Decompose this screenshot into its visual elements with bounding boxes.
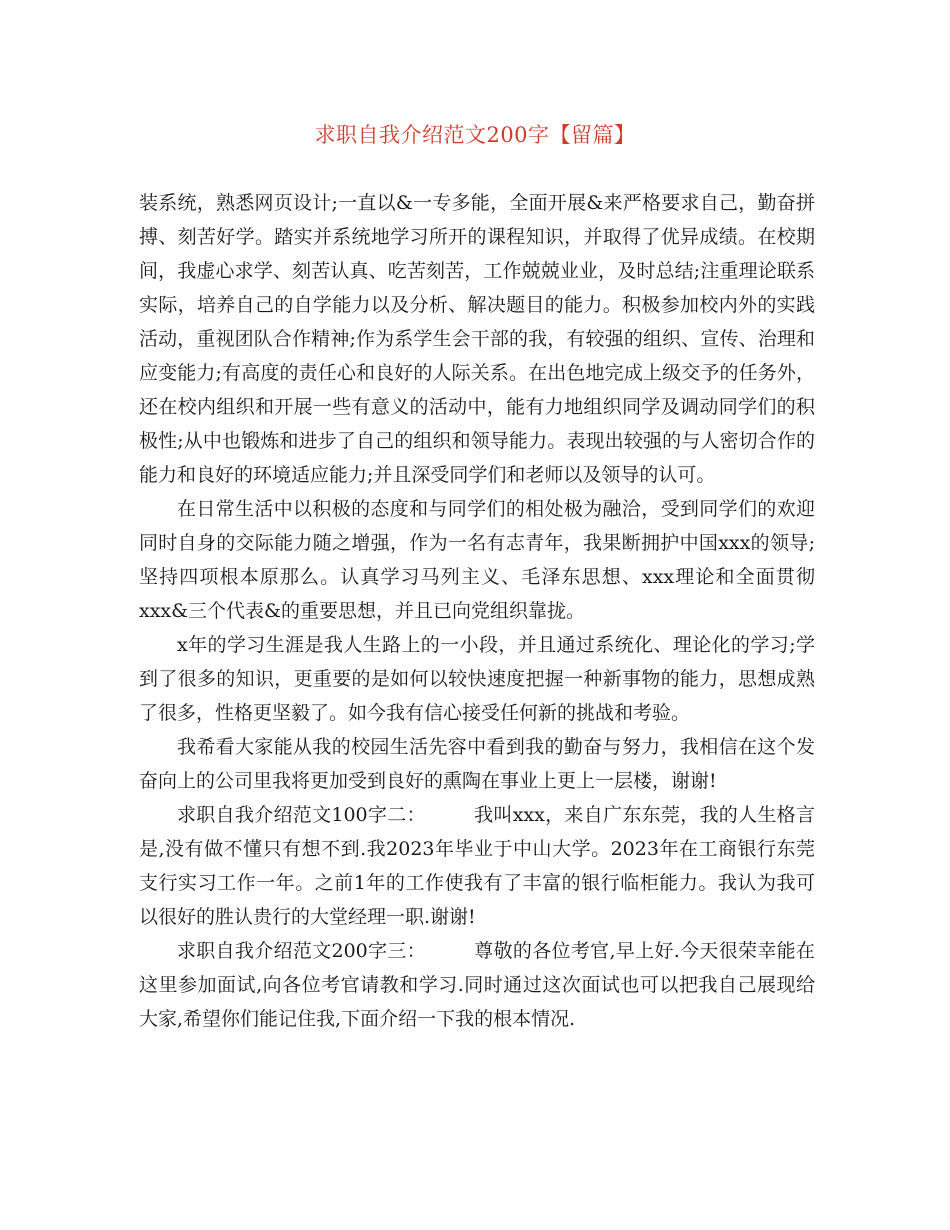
paragraph-5-heading: 求职自我介绍范文100字二： bbox=[177, 804, 426, 826]
paragraph-6-text: 尊敬的各位考官,早上好.今天很荣幸能在这里参加面试,向各位考官请教和学习.同时通过这次面试也可以把我自己展现给大家,希望你们能记住我,下面介绍一下我的根本情况. bbox=[139, 940, 815, 1030]
paragraph-5-text: 我叫xxx，来自广东东莞，我的人生格言是,没有做不懂只有想不到.我2023年毕业于中山大学。2023年在工商银行东莞支行实习工作一年。之前1年的工作使我有了丰富的银行临柜能力。我认为我可以很好的胜认贵行的大堂经理一职.谢谢! bbox=[139, 804, 815, 928]
document-body bbox=[139, 186, 815, 1036]
document-title: 求职自我介绍范文200字【留篇】 bbox=[314, 123, 636, 147]
paragraph-6 bbox=[139, 934, 815, 1036]
paragraph-5 bbox=[139, 798, 815, 934]
paragraph-2: 在日常生活中以积极的态度和与同学们的相处极为融洽，受到同学们的欢迎同时自身的交际能力随之增强，作为一名有志青年，我果断拥护中国xxx的领导;坚持四项根本原那么。认真学习马列主义、毛泽东思想、xxx理论和全面贯彻xxx&三个代表&的重要思想，并且已向党组织靠拢。 bbox=[139, 498, 815, 622]
paragraph-1: 装系统，熟悉网页设计;一直以&一专多能，全面开展&来严格要求自己，勤奋拼搏、刻苦好学。踏实并系统地学习所开的课程知识，并取得了优异成绩。在校期间，我虚心求学、刻苦认真、吃苦刻苦，工作兢兢业业，及时总结;注重理论联系实际，培养自己的自学能力以及分析、解决题目的能力。积极参加校内外的实践活动，重视团队合作精神;作为系学生会干部的我，有较强的组织、宣传、治理和应变能力;有高度的责任心和良好的人际关系。在出色地完成上级交予的任务外，还在校内组织和开展一些有意义的活动中，能有力地组织同学及调动同学们的积极性;从中也锻炼和进步了自己的组织和领导能力。表现出较强的与人密切合作的能力和良好的环境适应能力;并且深受同学们和老师以及领导的认可。 bbox=[139, 192, 815, 486]
paragraph-4: 我希看大家能从我的校园生活先容中看到我的勤奋与努力，我相信在这个发奋向上的公司里我将更加受到良好的熏陶在事业上更上一层楼，谢谢! bbox=[139, 736, 815, 792]
paragraph-6-heading: 求职自我介绍范文200字三： bbox=[177, 940, 426, 962]
paragraph-3: x年的学习生涯是我人生路上的一小段，并且通过系统化、理论化的学习;学到了很多的知识，更重要的是如何以较快速度把握一种新事物的能力，思想成熟了很多，性格更坚毅了。如今我有信心接受任何新的挑战和考验。 bbox=[139, 634, 815, 724]
